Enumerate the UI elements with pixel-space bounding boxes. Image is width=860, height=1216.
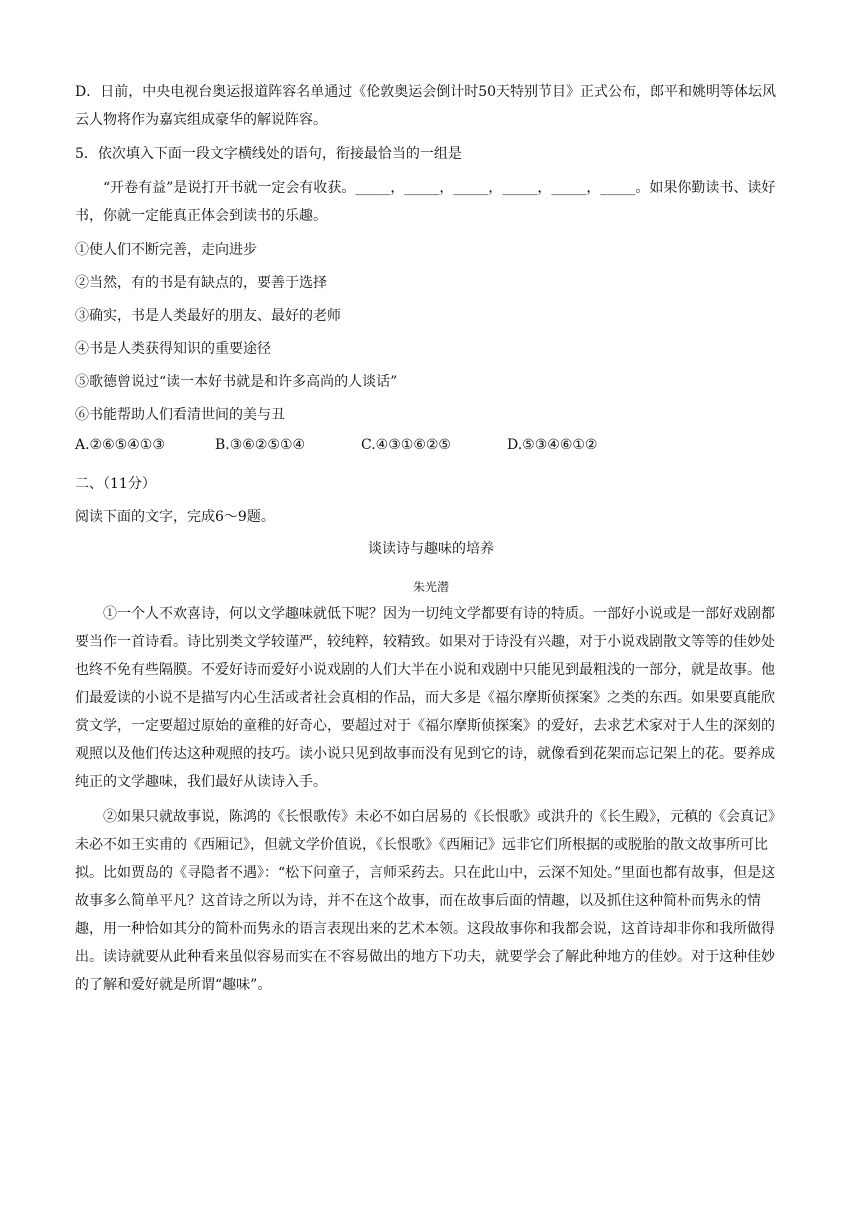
q5-option-a[interactable]: A.②⑥⑤④①③	[75, 437, 165, 453]
q5-sentence-2: ②当然，有的书是有缺点的，要善于选择	[75, 275, 327, 291]
article-paragraph-1: ①一个人不欢喜诗，何以文学趣味就低下呢？因为一切纯文学都要有诗的特质。一部好小说或是一部好戏剧都要当作一首诗看。诗比别类文学较谨严，较纯粹，较精致。如果对于诗没有兴趣，对于小说戏剧散文等等的佳妙处也终不免有些隔膜。不爱好诗而爱好小说戏剧的人们大半在小说和戏剧中只能见到最粗浅的一部分，就是故事。他们最爱读的小说不是描写内心生活或者社会真相的作品，而大多是《福尔摩斯侦探案》之类的东西。如果要真能欣赏文学，一定要超过原始的童稚的好奇心，要超过对于《福尔摩斯侦探案》的爱好，去求艺术家对于人生的深刻的观照以及他们传达这种观照的技巧。读小说只见到故事而没有见到它的诗，就像看到花架而忘记架上的花。要养成纯正的文学趣味，我们最好从读诗入手。	[75, 606, 775, 790]
section-heading: 二、（11分）	[75, 476, 156, 492]
q5-passage: “开卷有益”是说打开书就一定会有收获。_____，_____，_____，_____，_____，_____。如果你勤读书、读好书，你就一定能真正体会到读书的乐趣。	[75, 180, 776, 224]
q5-options	[75, 432, 787, 458]
article-title: 谈读诗与趣味的培养	[368, 541, 494, 557]
q5-stem: 5．依次填入下面一段文字横线处的语句，衔接最恰当的一组是	[75, 146, 462, 162]
q5-sentence-5: ⑤歌德曾说过“读一本好书就是和许多高尚的人谈话”	[75, 374, 398, 390]
q5-option-b[interactable]: B.③⑥②⑤①④	[215, 437, 306, 453]
q5-sentence-3: ③确实，书是人类最好的朋友、最好的老师	[75, 308, 341, 324]
section-instruction: 阅读下面的文字，完成6～9题。	[75, 509, 275, 525]
article-author: 朱光潜	[412, 580, 449, 594]
q5-option-c[interactable]: C.④③①⑥②⑤	[361, 437, 451, 453]
q5-sentence-1: ①使人们不断完善，走向进步	[75, 242, 257, 258]
q4-option-d: D．日前，中央电视台奥运报道阵容名单通过《伦敦奥运会倒计时50天特别节目》正式公布，郎平和姚明等体坛风云人物将作为嘉宾组成豪华的解说阵容。	[75, 84, 777, 128]
document-page	[75, 78, 787, 999]
q5-sentence-6: ⑥书能帮助人们看清世间的美与丑	[75, 407, 285, 423]
q5-sentence-4: ④书是人类获得知识的重要途径	[75, 341, 271, 357]
q5-option-d[interactable]: D.⑤③④⑥①②	[507, 437, 598, 453]
article-paragraph-2: ②如果只就故事说，陈鸿的《长恨歌传》未必不如白居易的《长恨歌》或洪升的《长生殿》，元稹的《会真记》未必不如王实甫的《西厢记》，但就文学价值说，《长恨歌》《西厢记》远非它们所根据的或脱胎的散文故事所可比拟。比如贾岛的《寻隐者不遇》：“松下问童子，言师采药去。只在此山中，云深不知处。”里面也都有故事，但是这故事多么简单平凡？这首诗之所以为诗，并不在这个故事，而在故事后面的情趣，以及抓住这种简朴而隽永的情趣，用一种恰如其分的简朴而隽永的语言表现出来的艺术本领。这段故事你和我都会说，这首诗却非你和我所做得出。读诗就要从此种看来虽似容易而实在不容易做出的地方下功夫，就要学会了解此种地方的佳妙。对于这种佳妙的了解和爱好就是所谓“趣味”。	[75, 809, 782, 993]
